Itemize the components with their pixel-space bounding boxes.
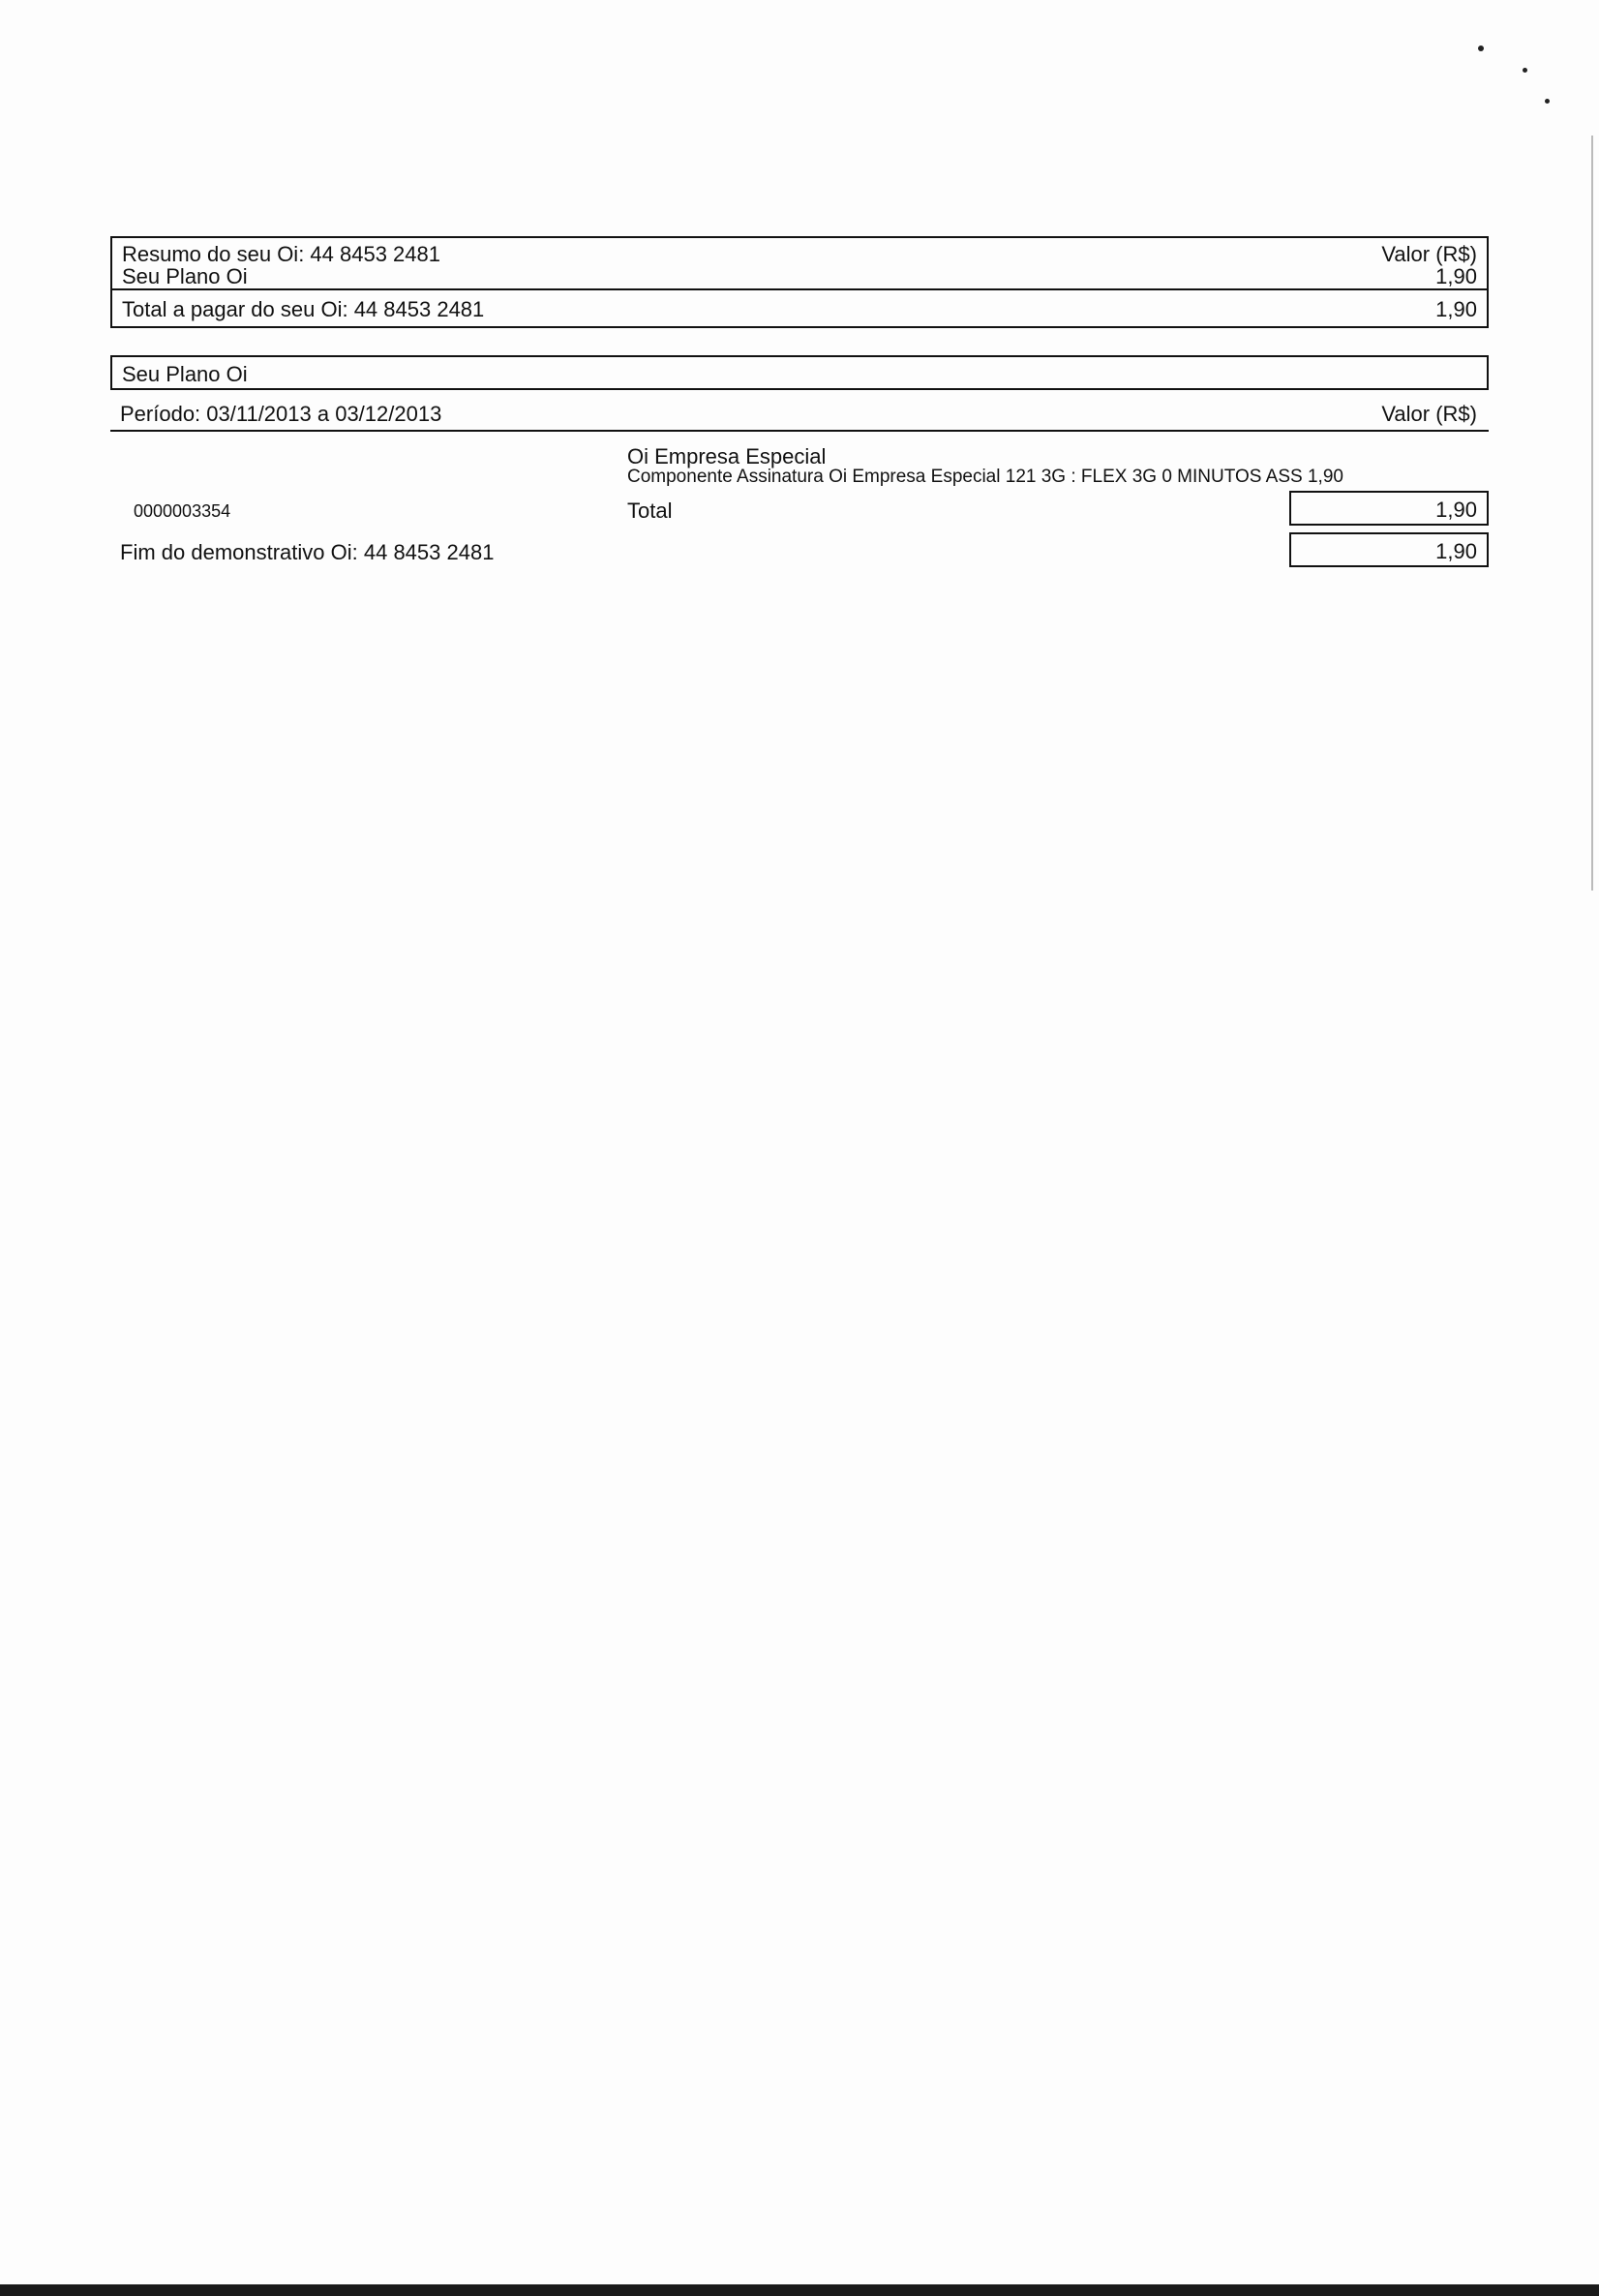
- plan-header-box: [110, 355, 1489, 390]
- scan-dot: [1523, 68, 1527, 73]
- period-label: Período: 03/11/2013 a 03/12/2013: [120, 402, 442, 426]
- period-value-header: Valor (R$): [1381, 402, 1477, 426]
- plan-header-title: Seu Plano Oi: [122, 362, 248, 386]
- item-detail: Componente Assinatura Oi Empresa Especial 121 3G : FLEX 3G 0 MINUTOS ASS 1,90: [627, 467, 1343, 487]
- item-title: Oi Empresa Especial: [627, 444, 827, 468]
- summary-divider: [112, 288, 1487, 290]
- document-code: 0000003354: [134, 501, 231, 521]
- end-value: 1,90: [1435, 539, 1477, 563]
- scan-bottom-edge: [0, 2284, 1599, 2296]
- total-value: 1,90: [1435, 498, 1477, 522]
- scan-dot: [1545, 99, 1550, 104]
- summary-total-label: Total a pagar do seu Oi: 44 8453 2481: [122, 297, 485, 321]
- summary-total-value: 1,90: [1435, 297, 1477, 321]
- summary-title: Resumo do seu Oi: 44 8453 2481: [122, 242, 441, 266]
- summary-plan-label: Seu Plano Oi: [122, 264, 248, 288]
- end-label: Fim do demonstrativo Oi: 44 8453 2481: [120, 540, 495, 564]
- end-value-box: [1289, 532, 1489, 567]
- total-value-box: [1289, 491, 1489, 526]
- scan-dot: [1478, 45, 1484, 51]
- summary-plan-value: 1,90: [1435, 264, 1477, 288]
- total-label: Total: [627, 498, 673, 523]
- scan-edge: [1591, 136, 1593, 891]
- period-rule: [110, 430, 1489, 432]
- summary-box: [110, 236, 1489, 328]
- summary-value-header: Valor (R$): [1381, 242, 1477, 266]
